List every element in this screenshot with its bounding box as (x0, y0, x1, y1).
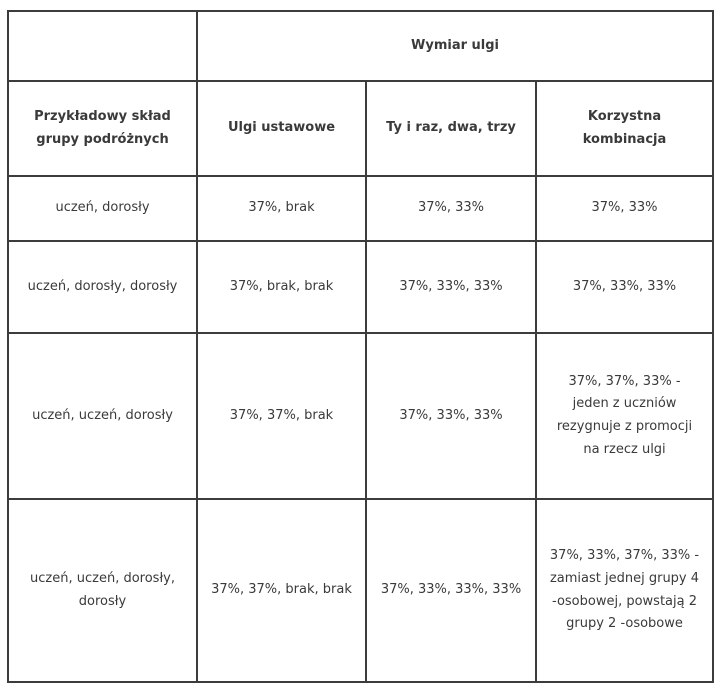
promo-cell: 37%, 33% (366, 176, 536, 241)
discounts-table (7, 10, 714, 683)
best-cell: 37%, 33% (536, 176, 713, 241)
best-cell: 37%, 37%, 33% - jeden z uczniów rezygnuje z promocji na rzecz ulgi (536, 333, 713, 499)
statutory-cell: 37%, brak, brak (197, 241, 366, 333)
group-cell: uczeń, dorosły (8, 176, 197, 241)
group-cell: uczeń, uczeń, dorosły, dorosły (8, 499, 197, 682)
promo-cell: 37%, 33%, 33%, 33% (366, 499, 536, 682)
spanning-header-wymiar-ulgi: Wymiar ulgi (197, 11, 713, 81)
column-header-promo: Ty i raz, dwa, trzy (366, 81, 536, 176)
group-cell: uczeń, uczeń, dorosły (8, 333, 197, 499)
table-row (8, 333, 713, 499)
promo-cell: 37%, 33%, 33% (366, 241, 536, 333)
column-header-group: Przykładowy skład grupy podróżnych (8, 81, 197, 176)
table-row-top-header (8, 11, 713, 81)
table-row-column-headers (8, 81, 713, 176)
best-cell: 37%, 33%, 33% (536, 241, 713, 333)
statutory-cell: 37%, brak (197, 176, 366, 241)
statutory-cell: 37%, 37%, brak, brak (197, 499, 366, 682)
corner-cell (8, 11, 197, 81)
table-row (8, 176, 713, 241)
best-cell: 37%, 33%, 37%, 33% - zamiast jednej grupy 4 -osobowej, powstają 2 grupy 2 -osobowe (536, 499, 713, 682)
column-header-statutory: Ulgi ustawowe (197, 81, 366, 176)
column-header-best: Korzystna kombinacja (536, 81, 713, 176)
group-cell: uczeń, dorosły, dorosły (8, 241, 197, 333)
promo-cell: 37%, 33%, 33% (366, 333, 536, 499)
table-row (8, 499, 713, 682)
table-row (8, 241, 713, 333)
statutory-cell: 37%, 37%, brak (197, 333, 366, 499)
